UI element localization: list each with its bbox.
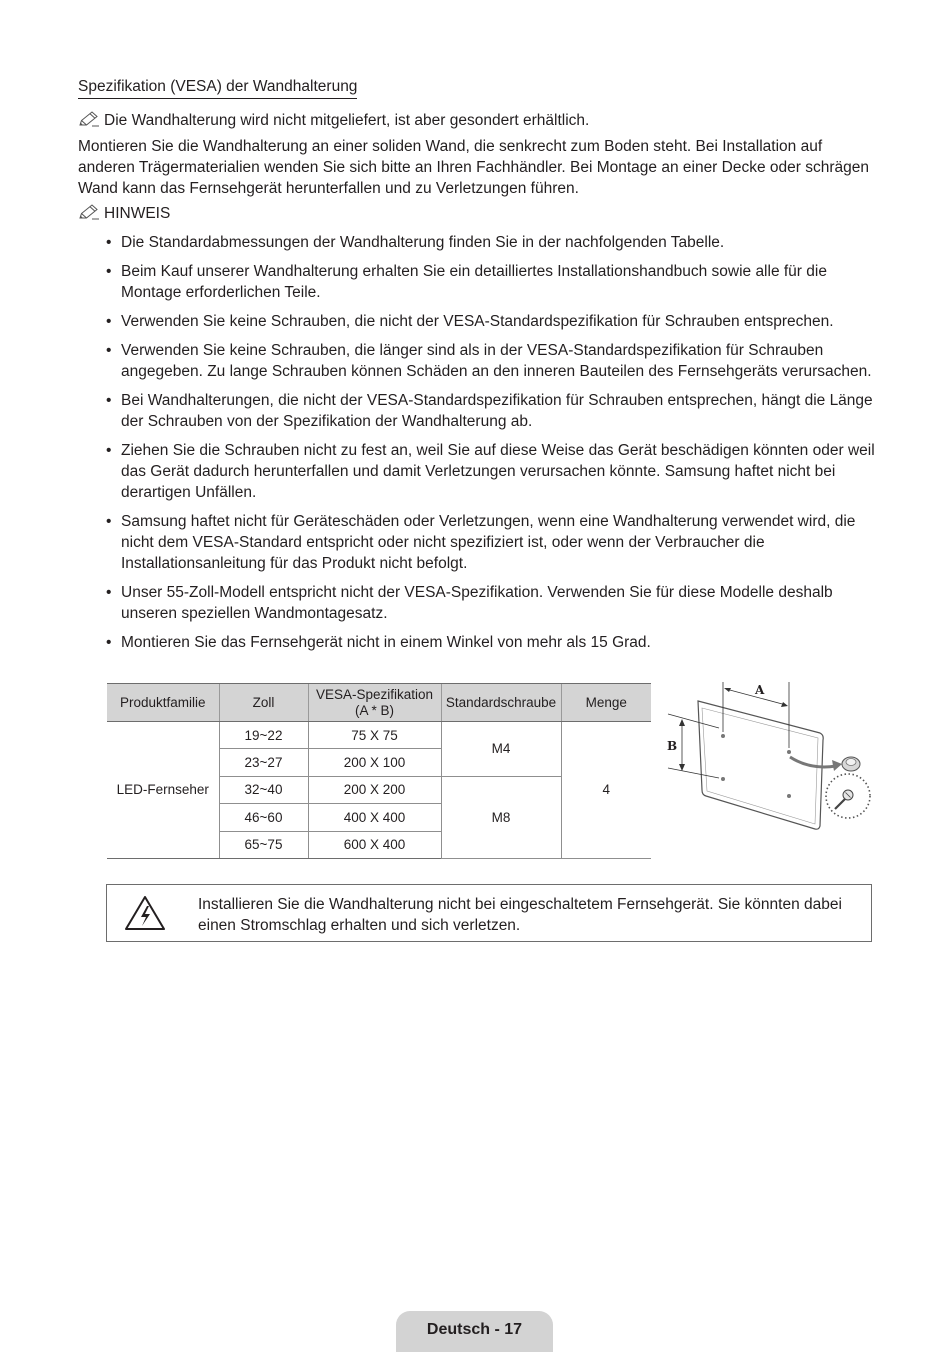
list-item	[106, 582, 878, 624]
bullet: •	[106, 234, 112, 251]
list-item	[106, 632, 878, 653]
hinweis-heading	[78, 203, 170, 224]
cell-vesa: 200 X 200	[308, 776, 441, 803]
pencil-icon	[78, 111, 100, 127]
header-vesa	[308, 684, 441, 722]
cell-quantity: 4	[561, 722, 651, 859]
warning-text: Installieren Sie die Wandhalterung nicht bei eingeschaltetem Fernsehgerät. Sie könnten dabei einen Stromschlag erhalten und sich verletzen.	[198, 896, 842, 934]
cell-size: 19~22	[219, 722, 308, 749]
screw-hole	[721, 734, 725, 738]
header-quantity: Menge	[561, 684, 651, 722]
bullet: •	[106, 513, 112, 530]
bullet: •	[106, 634, 112, 651]
list-item-text: Unser 55-Zoll-Modell entspricht nicht der VESA-Spezifikation. Verwenden Sie für diese Modelle deshalb unseren speziellen Wandmontagesatz.	[121, 584, 833, 622]
cell-size: 65~75	[219, 831, 308, 858]
bullet: •	[106, 392, 112, 409]
note-line	[78, 110, 589, 131]
electric-shock-warning-icon	[124, 895, 166, 931]
intro-paragraph: Montieren Sie die Wandhalterung an einer soliden Wand, die senkrecht zum Boden steht. Bei Installation auf anderen Trägermaterialien wenden Sie sich bitte an Ihren Fachhändler. Bei Montage an einer Decke oder schrägen Wand kann das Fernsehgerät herunterfallen und zu Verletzungen führen.	[78, 138, 869, 197]
cell-vesa: 200 X 100	[308, 749, 441, 776]
label-b: B	[667, 739, 678, 753]
list-item-text: Verwenden Sie keine Schrauben, die länger sind als in der VESA-Standardspezifikation für Schrauben angegeben. Zu lange Schrauben können Schäden an den inneren Bauteilen des Fernsehgeräts verursachen.	[121, 342, 872, 380]
list-item	[106, 440, 878, 503]
list-item-text: Bei Wandhalterungen, die nicht der VESA-Standardspezifikation für Schrauben entsprechen, hängt die Länge der Schrauben von der Spezifikation der Wandhalterung ab.	[121, 392, 873, 430]
cell-vesa: 75 X 75	[308, 722, 441, 749]
header-vesa-line1: VESA-Spezifikation	[315, 686, 434, 702]
cell-size: 32~40	[219, 776, 308, 803]
cell-screw: M4	[441, 722, 561, 777]
list-item	[106, 232, 878, 253]
list-item	[106, 390, 878, 432]
screw-hole	[787, 750, 791, 754]
bullet: •	[106, 584, 112, 601]
list-item	[106, 511, 878, 574]
bullet: •	[106, 313, 112, 330]
table-row	[107, 722, 651, 749]
screw-hole	[721, 777, 725, 781]
pencil-icon	[78, 204, 100, 220]
list-item	[106, 261, 878, 303]
list-item-text: Ziehen Sie die Schrauben nicht zu fest an, weil Sie auf diese Weise das Gerät beschädigen könnten oder weil das Gerät dadurch herunterfallen und damit Verletzungen verursachen könnte. Samsung haftet nicht bei derartigen Unfällen.	[121, 442, 875, 501]
header-product-family: Produktfamilie	[107, 684, 219, 722]
section-title: Spezifikation (VESA) der Wandhalterung	[78, 77, 357, 99]
cell-vesa: 600 X 400	[308, 831, 441, 858]
vesa-spec-table	[107, 683, 651, 859]
list-item-text: Verwenden Sie keine Schrauben, die nicht der VESA-Standardspezifikation für Schrauben entsprechen.	[121, 313, 834, 330]
table-header-row	[107, 684, 651, 722]
list-item	[106, 340, 878, 382]
hinweis-list	[106, 232, 878, 661]
bullet: •	[106, 342, 112, 359]
cell-size: 23~27	[219, 749, 308, 776]
wall-mount-diagram	[660, 678, 880, 838]
cell-product-family: LED-Fernseher	[107, 722, 219, 859]
bullet: •	[106, 442, 112, 459]
cell-vesa: 400 X 400	[308, 804, 441, 831]
note-text: Die Wandhalterung wird nicht mitgeliefert, ist aber gesondert erhältlich.	[104, 112, 590, 129]
page-footer: Deutsch - 17	[396, 1311, 553, 1352]
bullet: •	[106, 263, 112, 280]
header-standard-screw: Standardschraube	[441, 684, 561, 722]
cell-screw: M8	[441, 776, 561, 858]
label-a: A	[755, 683, 765, 697]
list-item-text: Beim Kauf unserer Wandhalterung erhalten Sie ein detailliertes Installationshandbuch sowie alle für die Montage erforderlichen Teile.	[121, 263, 827, 301]
hinweis-label: HINWEIS	[104, 205, 171, 222]
list-item	[106, 311, 878, 332]
list-item-text: Die Standardabmessungen der Wandhalterung finden Sie in der nachfolgenden Tabelle.	[121, 234, 725, 251]
warning-box	[106, 884, 872, 942]
list-item-text: Samsung haftet nicht für Geräteschäden oder Verletzungen, wenn eine Wandhalterung verwendet wird, die nicht dem VESA-Standard entspricht oder nicht spezifiziert ist, oder wenn der Verbraucher die Installationsanleitung für das Produkt nicht befolgt.	[121, 513, 856, 572]
cell-size: 46~60	[219, 804, 308, 831]
header-vesa-line2: (A * B)	[354, 702, 394, 718]
screw-hole	[787, 794, 791, 798]
list-item-text: Montieren Sie das Fernsehgerät nicht in einem Winkel von mehr als 15 Grad.	[121, 634, 651, 651]
header-size: Zoll	[219, 684, 308, 722]
